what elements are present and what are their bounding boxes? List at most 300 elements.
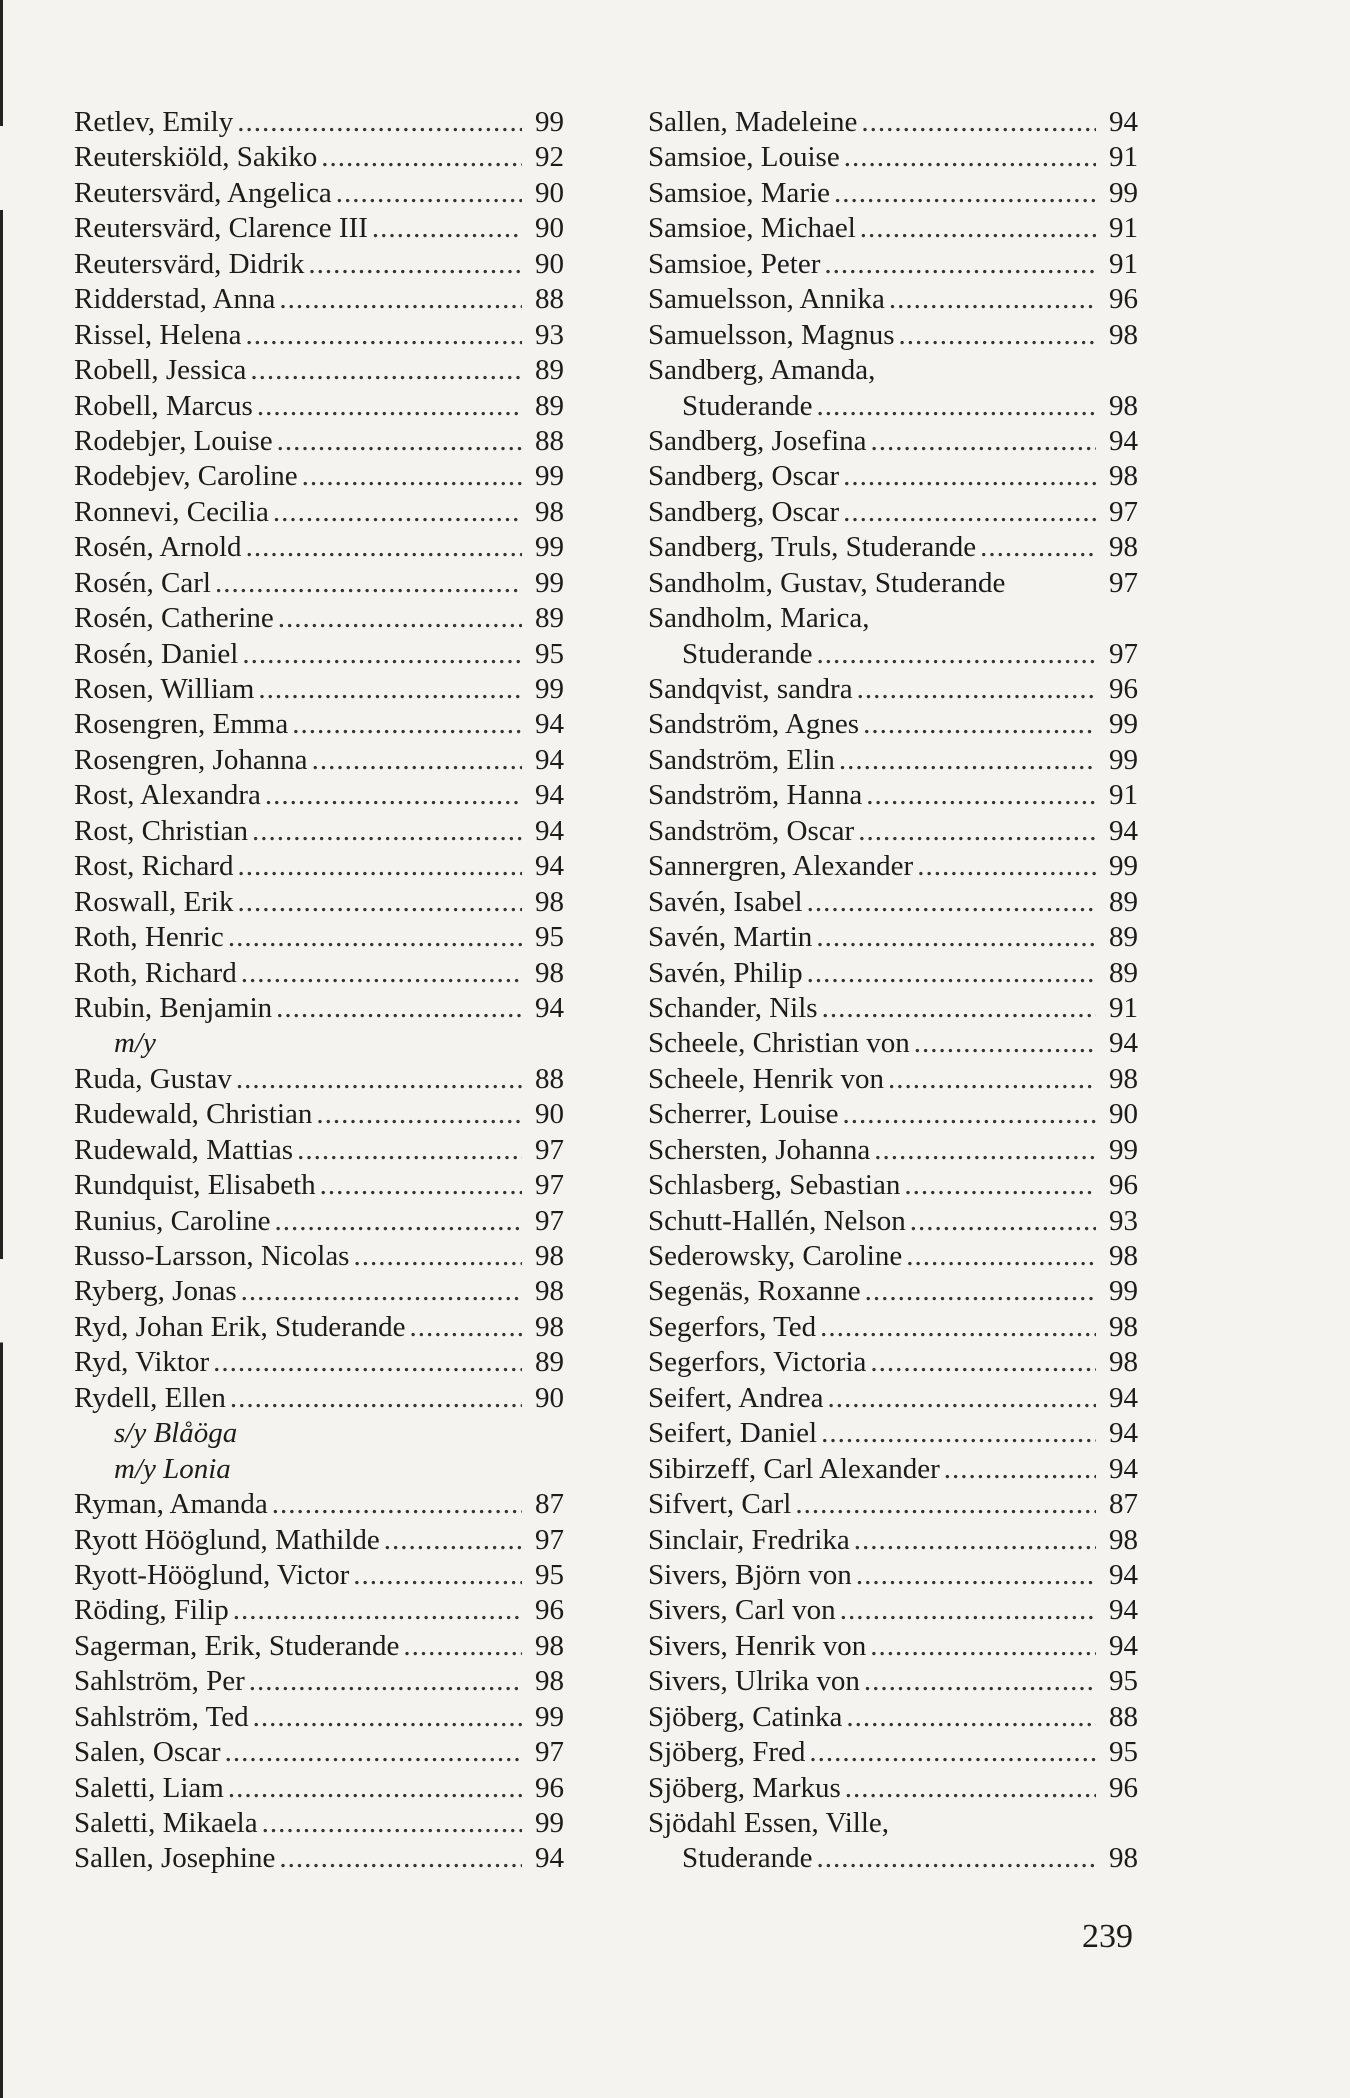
dot-leader [250,353,522,388]
dot-leader [874,1133,1096,1168]
dot-leader [816,920,1096,955]
dot-leader [807,956,1096,991]
dot-leader [860,211,1096,246]
entry-page-number: 90 [535,1098,564,1131]
index-entry [648,1700,1138,1735]
entry-name: Rosén, Carl [74,566,211,599]
entry-name: Sallen, Josephine [74,1842,276,1875]
dot-leader [278,601,522,636]
dot-leader [384,1523,522,1558]
entry-page-number: 98 [1109,460,1138,493]
entry-name: Rosén, Daniel [74,637,239,670]
entry-name: Rosengren, Johanna [74,743,308,776]
entry-name: Robell, Jessica [74,354,247,387]
dot-leader [944,1452,1096,1487]
entry-name: Röding, Filip [74,1594,229,1627]
entry-page-number: 97 [1109,495,1138,528]
entry-page-number: 89 [535,354,564,387]
index-entry [74,1841,564,1876]
index-entry [74,1062,564,1097]
index-entry [74,176,564,211]
dot-leader [257,389,522,424]
index-entry [648,1239,1138,1274]
entry-page-number: 94 [1109,424,1138,457]
index-entry-head [648,601,1138,636]
entry-page-number: 88 [535,283,564,316]
dot-leader [230,1381,522,1416]
dot-leader [821,1416,1096,1451]
index-entry [74,389,564,424]
entry-page-number: 98 [1109,1062,1138,1095]
entry-page-number: 93 [535,318,564,351]
entry-name: Schander, Nils [648,991,818,1024]
entry-page-number: 94 [535,1842,564,1875]
dot-leader [842,1097,1096,1132]
entry-page-number: 96 [1109,283,1138,316]
entry-name: Samuelsson, Annika [648,283,885,316]
entry-name: Saletti, Liam [74,1771,224,1804]
index-entry [74,530,564,565]
index-entry [74,1735,564,1770]
entry-name: Reutersvärd, Angelica [74,176,332,209]
entry-page-number: 89 [535,389,564,422]
dot-leader [312,743,522,778]
dot-leader [854,1523,1096,1558]
dot-leader [820,1310,1096,1345]
entry-name: Rydell, Ellen [74,1381,226,1414]
entry-name: Segenäs, Roxanne [648,1275,861,1308]
entry-name: Ryberg, Jonas [74,1275,237,1308]
entry-page-number: 99 [535,460,564,493]
index-entry [74,1204,564,1239]
dot-leader [846,1700,1096,1735]
entry-name: Sjödahl Essen, Ville, [648,1807,889,1839]
dot-leader [864,1664,1096,1699]
entry-page-number: 88 [535,1062,564,1095]
dot-leader [336,176,522,211]
index-entry [74,1239,564,1274]
entry-page-number: 98 [535,1275,564,1308]
dot-leader [292,707,522,742]
entry-page-number: 98 [1109,318,1138,351]
index-entry [648,849,1138,884]
index-column-right [648,105,1138,1877]
entry-name: Sjöberg, Markus [648,1771,841,1804]
index-entry-continuation [648,637,1138,672]
entry-name: Ryd, Johan Erik, Studerande [74,1310,406,1343]
index-entry [648,1274,1138,1309]
entry-name: Rodebjev, Caroline [74,460,298,493]
dot-leader [403,1629,522,1664]
index-entry [74,1310,564,1345]
index-entry [648,495,1138,530]
entry-name: Sahlström, Ted [74,1700,249,1733]
dot-leader [888,1062,1096,1097]
entry-page-number: 96 [535,1771,564,1804]
entry-name: Sandström, Oscar [648,814,855,847]
index-entry [74,707,564,742]
entry-page-number: 98 [535,1629,564,1662]
dot-leader [409,1310,522,1345]
dot-leader [866,778,1096,813]
dot-leader [297,1133,522,1168]
entry-name: Roswall, Erik [74,885,234,918]
entry-page-number: 99 [535,1700,564,1733]
entry-page-number: 89 [1109,921,1138,954]
entry-name: Roth, Richard [74,956,237,989]
index-entry [648,282,1138,317]
index-entry [74,849,564,884]
entry-name: Rosén, Arnold [74,531,242,564]
entry-name: Russo-Larsson, Nicolas [74,1240,350,1272]
index-entry [648,530,1138,565]
entry-name: Rundquist, Elisabeth [74,1169,316,1202]
dot-leader [865,1274,1096,1309]
entry-name: Sandberg, Oscar [648,460,840,493]
entry-page-number: 97 [535,1736,564,1769]
entry-page-number: 94 [1109,1594,1138,1627]
dot-leader [236,1062,522,1097]
dot-leader [246,530,522,565]
dot-leader [795,1487,1096,1522]
dot-leader [213,1345,522,1380]
index-entry [74,459,564,494]
dot-leader [856,1558,1096,1593]
index-entry [648,1097,1138,1132]
dot-leader [861,105,1096,140]
index-entry [648,956,1138,991]
entry-page-number: 88 [535,424,564,457]
entry-page-number: 91 [1109,212,1138,245]
entry-page-number: 89 [1109,956,1138,989]
entry-page-number: 95 [535,637,564,670]
entry-name: Sivers, Henrik von [648,1629,867,1662]
entry-name: Reutersvärd, Didrik [74,247,305,280]
entry-name: Ridderstad, Anna [74,283,276,316]
index-entry [648,1629,1138,1664]
dot-leader [858,814,1096,849]
index-entry [648,566,1138,601]
index-entry [74,1629,564,1664]
entry-page-number: 95 [535,921,564,954]
entry-page-number: 95 [1109,1665,1138,1698]
entry-page-number: 94 [1109,106,1138,138]
entry-page-number: 90 [535,247,564,280]
dot-leader [840,1593,1096,1628]
dot-leader [308,247,522,282]
entry-page-number: 88 [1109,1700,1138,1733]
entry-page-number: 94 [535,850,564,883]
index-entry [74,211,564,246]
entry-name: Samsioe, Marie [648,176,831,209]
entry-page-number: 87 [535,1488,564,1521]
entry-name: Rissel, Helena [74,318,242,351]
index-entry [74,637,564,672]
index-entry [74,1345,564,1380]
entry-name: Reuterskiöld, Sakiko [74,141,318,174]
entry-page-number: 99 [1109,1133,1138,1166]
vessel-note [74,1416,564,1451]
entry-name: Segerfors, Ted [648,1310,817,1343]
dot-leader [816,637,1096,672]
entry-name: Sallen, Madeleine [648,106,858,138]
index-entry [74,885,564,920]
entry-name: Rosen, William [74,673,255,705]
index-entry [648,1558,1138,1593]
entry-name: Ronnevi, Cecilia [74,495,269,528]
entry-page-number: 95 [1109,1736,1138,1769]
entry-page-number: 92 [535,141,564,174]
entry-page-number: 93 [1109,1204,1138,1237]
entry-page-number: 99 [1109,850,1138,883]
entry-page-number: 98 [1109,1310,1138,1343]
entry-name: Reutersvärd, Clarence III [74,212,368,245]
entry-name: Schutt-Hallén, Nelson [648,1204,906,1237]
entry-name: Sandberg, Oscar [648,495,840,528]
index-entry [74,920,564,955]
entry-name: Sahlström, Per [74,1665,245,1698]
index-entry [648,1310,1138,1345]
entry-page-number: 99 [535,106,564,138]
dot-leader [914,1026,1096,1061]
index-entry-head [648,353,1138,388]
index-entry [74,1523,564,1558]
index-entry [74,601,564,636]
entry-name: Saletti, Mikaela [74,1807,258,1839]
entry-name: Rost, Christian [74,814,249,847]
entry-name: Schlasberg, Sebastian [648,1169,901,1202]
index-entry [74,495,564,530]
dot-leader [246,318,522,353]
index-entry [648,1062,1138,1097]
index-entry [648,1523,1138,1558]
entry-name: Sandström, Hanna [648,779,863,812]
entry-page-number: 94 [1109,1629,1138,1662]
entry-page-number: 94 [1109,1558,1138,1591]
entry-page-number: 90 [535,176,564,209]
entry-name: Rosén, Catherine [74,602,274,635]
dot-leader [845,1771,1096,1806]
entry-name: Sandström, Agnes [648,708,860,741]
entry-page-number: 99 [1109,1275,1138,1308]
index-entry [74,1558,564,1593]
entry-page-number: 99 [535,566,564,599]
entry-name: Rost, Richard [74,850,234,883]
dot-leader [215,566,522,601]
entry-page-number: 99 [1109,743,1138,776]
index-entry [648,1133,1138,1168]
entry-page-number: 89 [535,1346,564,1379]
index-entry-continuation [648,1841,1138,1876]
dot-leader [242,637,522,672]
dot-leader [834,176,1096,211]
index-entry [648,1345,1138,1380]
index-entry [74,814,564,849]
entry-name: Sandholm, Gustav, Studerande [648,566,1006,599]
entry-name: Sandström, Elin [648,743,835,776]
entry-page-number: 99 [535,531,564,564]
entry-name: Studerande [682,389,813,422]
dot-leader [917,849,1096,884]
entry-name: Samsioe, Michael [648,212,856,245]
index-entry [648,1771,1138,1806]
entry-page-number: 91 [1109,247,1138,280]
entry-page-number: 89 [1109,885,1138,918]
dot-leader [241,956,522,991]
dot-leader [904,1168,1096,1203]
dot-leader [272,1487,522,1522]
dot-leader [353,1239,522,1274]
index-entry [74,1806,564,1841]
dot-leader [265,778,522,813]
index-entry [648,672,1138,707]
index-entry [648,707,1138,742]
index-entry [648,1381,1138,1416]
index-entry [648,1168,1138,1203]
entry-name: Sivers, Ulrika von [648,1665,860,1698]
index-entry [74,566,564,601]
entry-page-number: 97 [535,1133,564,1166]
entry-page-number: 97 [1109,566,1138,599]
entry-page-number: 90 [535,1381,564,1414]
entry-name: Samuelsson, Magnus [648,318,895,351]
entry-page-number: 94 [535,814,564,847]
entry-page-number: 98 [1109,389,1138,422]
entry-name: Savén, Martin [648,921,813,954]
index-entry [74,1274,564,1309]
dot-leader [843,459,1096,494]
entry-page-number: 94 [1109,814,1138,847]
vessel-note-text: m/y [114,1027,156,1060]
index-entry [648,424,1138,459]
entry-name: Studerande [682,637,813,670]
entry-page-number: 98 [535,1240,564,1272]
entry-name: Samsioe, Louise [648,141,840,174]
dot-leader [839,743,1096,778]
dot-leader [899,318,1097,353]
entry-name: Ryott-Hööglund, Victor [74,1558,350,1591]
dot-leader [238,849,523,884]
entry-name: Rudewald, Mattias [74,1133,294,1166]
index-entry [648,1452,1138,1487]
index-entry [74,140,564,175]
entry-name: Seifert, Daniel [648,1417,818,1450]
entry-name: Sannergren, Alexander [648,850,914,883]
index-entry [648,459,1138,494]
entry-name: Sivers, Björn von [648,1558,852,1591]
index-entry [648,1487,1138,1522]
dot-leader [277,424,522,459]
entry-page-number: 98 [535,1310,564,1343]
dot-leader [843,495,1096,530]
index-entry [648,1416,1138,1451]
page-edge-shadow [0,0,3,2098]
dot-leader [822,991,1096,1026]
index-entry [648,140,1138,175]
entry-name: Sjöberg, Fred [648,1736,806,1769]
entry-name: Schersten, Johanna [648,1133,871,1166]
dot-leader [233,1593,522,1628]
entry-page-number: 98 [1109,1523,1138,1556]
dot-leader [253,1700,522,1735]
entry-name: Scheele, Christian von [648,1027,910,1060]
dot-leader [279,1841,522,1876]
page-number: 239 [1082,1918,1133,1955]
entry-name: Savén, Philip [648,956,803,989]
dot-leader [252,814,522,849]
entry-page-number: 90 [535,212,564,245]
index-entry [648,920,1138,955]
index-entry [74,105,564,140]
entry-name: Sivers, Carl von [648,1594,836,1627]
index-entry [74,956,564,991]
entry-name: Ruda, Gustav [74,1062,232,1095]
dot-leader [237,105,522,140]
entry-page-number: 96 [1109,1169,1138,1202]
dot-leader [980,530,1096,565]
dot-leader [275,1204,522,1239]
index-entry [74,424,564,459]
dot-leader [816,389,1096,424]
dot-leader [857,672,1096,707]
entry-page-number: 91 [1109,779,1138,812]
entry-page-number: 97 [535,1204,564,1237]
dot-leader [906,1239,1096,1274]
dot-leader [809,1735,1096,1770]
dot-leader [238,885,523,920]
dot-leader [258,672,522,707]
entry-page-number: 91 [1109,991,1138,1024]
entry-page-number: 98 [1109,531,1138,564]
dot-leader [316,1097,522,1132]
dot-leader [844,140,1096,175]
entry-page-number: 96 [535,1594,564,1627]
index-entry-continuation [648,389,1138,424]
index-entry [74,1771,564,1806]
entry-page-number: 98 [535,1665,564,1698]
entry-name: Samsioe, Peter [648,247,821,280]
entry-page-number: 94 [1109,1381,1138,1414]
index-entry [648,247,1138,282]
entry-page-number: 94 [1109,1027,1138,1060]
entry-page-number: 90 [1109,1098,1138,1131]
entry-page-number: 98 [1109,1842,1138,1875]
index-entry [648,176,1138,211]
index-entry [74,318,564,353]
entry-name: Rosengren, Emma [74,708,289,741]
index-entry [648,1593,1138,1628]
vessel-note-text: m/y Lonia [114,1452,231,1485]
entry-name: Sinclair, Fredrika [648,1523,850,1556]
entry-name: Sandberg, Amanda, [648,354,876,387]
dot-leader [262,1806,522,1841]
index-entry [74,672,564,707]
entry-page-number: 98 [535,885,564,918]
entry-page-number: 98 [1109,1346,1138,1379]
index-entry [74,1700,564,1735]
dot-leader [372,211,522,246]
index-entry [648,991,1138,1026]
entry-name: Sandqvist, sandra [648,673,853,705]
index-entry [74,743,564,778]
entry-name: Segerfors, Victoria [648,1346,867,1379]
entry-name: Rost, Alexandra [74,779,261,812]
dot-leader [889,282,1096,317]
dot-leader [828,1381,1096,1416]
dot-leader [321,140,522,175]
index-entry [74,247,564,282]
index-entry [74,1097,564,1132]
